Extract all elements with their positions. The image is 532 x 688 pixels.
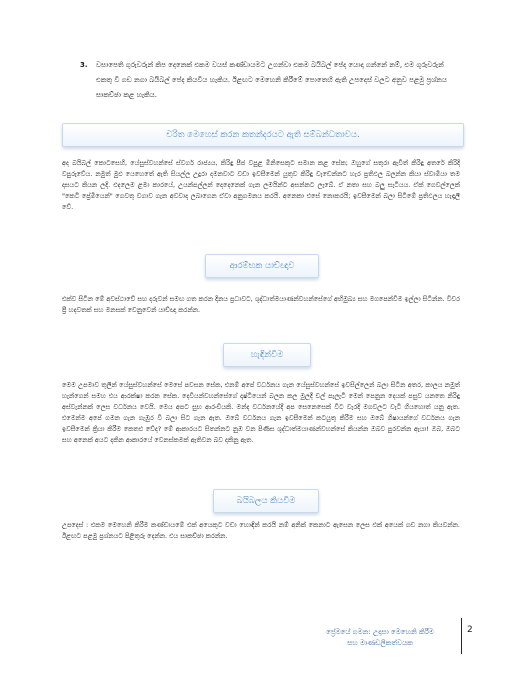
list-item-text: වසාපෙති ගුරුවරුන් කිප දෙනෙක් එකම වයස් කණ්ඩායමට උගන්වා එකම බයිබල් පේද යොදා ගන්නේ නම්, එම ගුරුවරුන් එකතු වී ගඩ නගා බයිබල් පේද කියවිය හැකිය. ඊළඟට මෙහෙනි කිරීමේ පොතෙහි ඇති උපදෙස් වලට අනුව පළමු ප්‍රශ්නය සාකච්ඡා කළ හැකිය.	[96, 61, 447, 99]
footer-divider	[461, 618, 462, 654]
section-heading-introduction: හැඳින්වීම	[223, 343, 311, 367]
page-number: 2	[467, 625, 473, 635]
paragraph-connection: අද බයිබල් කොටසෙහි, යේසුස්වහන්සේ ස්වර්ග රාජ්‍යය, කිරිඳු පීජ වපුළ මිනිසෙකුට සමාන කළ සේක; ඔහුගේ සතුරා ඇවිත් කිරිඳු අතරේ කිරිදි වපුරුවේය. නමුත් මුළු යෙහෙතේ ඇති සියල්ල උදුරා දමනවාට වඩා ඉවසීමෙන් යුතුව කිරිඳු වැඩෙන්නට හැර ප්‍රතිඵල බලන්න කියා ස්වාමියා තම දාසයට කියන ලදි. එදලෙම ළමා කාරයේ, උයන්පල්ලන් දෙදෙනෙක් ගැන ලමයින්ට අසන්නට ලැබේ. ඒ නතා සහ බලු සැටියය. ඒක් ගෙවල්ලෙක් "කෙටි ප්‍රේමියෙන්" ගෙවතු වගාව ගැන අවවාද ලබාගෙන ඒවා අනුගමනය කරයි. අනෙකා එසේ නොකරයි; ඉවසීමෙන් බලා සිටීමේ ප්‍රතිඵලය හැඳෑලී වේ.	[62, 159, 460, 211]
page-footer	[300, 627, 460, 649]
footer-title-line2: සහ මාණඩලිකත්වයක	[347, 639, 413, 647]
section-heading-connection: චරිත මෙහෙස් කරන කතන්දරයට ඇති සම්බන්ධතාවය.	[62, 123, 464, 147]
section-heading-bible-reading: බයිබලය කියවීම	[213, 489, 319, 513]
numbered-list-item	[80, 58, 452, 103]
list-number: 3.	[80, 61, 88, 69]
paragraph-bible-reading: උපදෙස් : එකම මෙහෙනි කිරීම කණ්ඩායමේ එක් අයෙකුට වඩා හොඳින් කරයි නම් අනික් කෙනාට ඇසෙන ලෙස එක් අයෙක් ගඩ නගා කියවන්න. ඊළඟට පළමු ප්‍රශ්නයට පිළිතුරු දෙන්න. එය සාකච්ඡා කරන්න.	[62, 521, 460, 540]
footer-title-line1: ප්‍රේමයේ ගමන: උදාසා මෙහෙනි කිරීම	[326, 628, 434, 636]
paragraph-opening-prayer: එක්ව සිටින මේ අවස්ථාවේ සහ දරුවන් සමඟ ගත කරන දිනය ප්‍රධාවට, ශුද්ධාත්මයාණන්වහන්සේගේ අභිමුඛ්‍ය සහ මගපෙන්වීම ඉල්ලා සිටින්න. විවර ප්‍රී හදවතක් සහ මනසක් වෙනුවෙන් යාච්ඥා කරන්න.	[62, 295, 460, 314]
section-heading-opening-prayer: ආරම්භක යාච්ඥාව	[205, 254, 319, 278]
paragraph-introduction: මෙම උපමාව තුලින් යේසුස්වහන්සේ මෙසේ පවසන සේක, එනම් අපේ වර්ධනය ගැන යේසුස්වහන්සේ ඉවසිල්ලෙන් බලා සිටින අතර, කාලය නමුත් හැන්ගෙන් සමහ එය ආරක්ෂා කරන සේක. දෙවියන්වහන්සේගේ දෘෂ්ටියෙන් බලන කල මුලදී චල් පැලැටි මෙන් පෙනුන දෙයක් පසුව යනතෙ නිරිඳු අස්වැන්නක් ලෙස වර්ධනය වෙයි. මෙය අපට සුභ ආරංචියකි. මන්ද වර්ධනයේදී අප සෙනෙසෙක් විට වැරදි මගවලට වැටී ගියහොත් යනු ඇත. එමෙන්ම අපේ ගමන ගැන ගැඹුර වී බලා සිට ගැන ඇත. ඔබේ වර්ධනය ගැන ඉවසීමෙන් කටයුතු කිරීම සහ ඔබේ ගිෂායන්ගේ වර්ධනය ගැන ඉවසීමෙන් ක්‍රියා කිරීම කෙතළු වේද? මේ ආකාරයට සිතන්නට නුඹ වන පිණිස ශුද්ධාත්මයාණන්වහන්සේ කියන්න ඔබව පුරවන්න ඇයා! ඔබ, ඔබට සහ අනෙක් අයට දකින ආකාරයේ වෙනස්කමක් ඇතිවන බව දකිනු ඇත.	[62, 381, 460, 444]
